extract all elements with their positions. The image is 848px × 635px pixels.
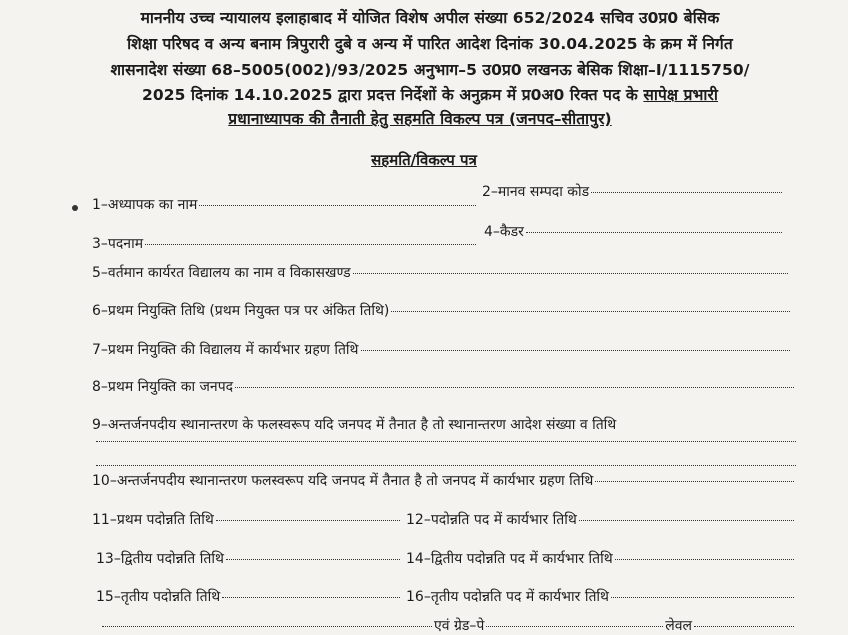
field-first-joining-date[interactable]	[92, 340, 792, 359]
field-first-appointment-district-label: 8–प्रथम नियुक्ति का जनपद	[92, 379, 234, 395]
field-first-joining-date-label: 7–प्रथम नियुक्ति की विद्यालय में कार्यभार ग्रहण तिथि	[92, 342, 359, 358]
field-second-promotion-joining[interactable]	[406, 549, 796, 568]
field-promotion-joining-date-label: 12–पदोन्नति पद में कार्यभार तिथि	[406, 512, 577, 528]
field-first-appointment-date[interactable]	[92, 301, 792, 320]
field-level-label: लेवल	[665, 618, 692, 634]
field-first-promotion-date[interactable]	[92, 510, 402, 529]
field-first-appointment-date-line[interactable]	[391, 310, 790, 312]
field-designation-label: 3–पदनाम	[92, 236, 144, 252]
field-third-promotion-joining[interactable]	[406, 587, 796, 606]
heading-line-1: माननीय उच्च न्यायालय इलाहाबाद में योजित विशेष अपील संख्या 652/2024 सचिव उ0प्र0 बेसिक	[140, 9, 720, 27]
field-transfer-order-line-2[interactable]	[96, 464, 796, 466]
field-third-promotion-joining-line[interactable]	[611, 596, 794, 598]
field-first-promotion-date-label: 11–प्रथम पदोन्नति तिथि	[92, 512, 214, 528]
field-hr-code-label: 2–मानव सम्पदा कोड	[482, 184, 590, 200]
field-first-appointment-district-line[interactable]	[235, 386, 794, 388]
field-second-promotion-joining-label: 14–द्वितीय पदोन्नति पद में कार्यभार तिथि	[406, 551, 613, 567]
form-subtitle	[0, 150, 848, 170]
field-third-promotion-date-line[interactable]	[222, 596, 400, 598]
field-transfer-joining-date[interactable]	[92, 471, 796, 490]
field-third-promotion-date-label: 15–तृतीय पदोन्नति तिथि	[96, 589, 221, 605]
field-current-school[interactable]	[92, 263, 790, 282]
heading-line-4-underlined: सापेक्ष प्रभारी	[643, 86, 718, 104]
field-current-school-line[interactable]	[353, 272, 788, 274]
field-transfer-order-line-1[interactable]	[96, 440, 796, 442]
field-teacher-name[interactable]	[92, 195, 478, 214]
field-transfer-order-label: 9–अन्तर्जनपदीय स्थानान्तरण के फलस्वरूप यदि जनपद में तैनात है तो स्थानान्तरण आदेश संख्या व तिथि	[92, 417, 617, 433]
heading-line-3: शासनादेश संख्या 68–5005(002)/93/2025 अनुभाग–5 उ0प्र0 लखनऊ बेसिक शिक्षा–I/1115750/	[110, 61, 750, 79]
field-basic-pay-line[interactable]	[102, 625, 432, 627]
field-promotion-joining-date-line[interactable]	[579, 519, 794, 521]
field-first-joining-date-line[interactable]	[361, 349, 790, 351]
field-second-promotion-date-label: 13–द्वितीय पदोन्नति तिथि	[96, 551, 224, 567]
field-current-school-label: 5–वर्तमान कार्यरत विद्यालय का नाम व विकासखण्ड	[92, 265, 351, 281]
field-teacher-name-label: 1–अध्यापक का नाम	[92, 197, 198, 213]
field-second-promotion-joining-line[interactable]	[615, 558, 794, 560]
field-transfer-order	[92, 415, 616, 434]
heading-line-5: प्रधानाध्यापक की तैनाती हेतु सहमति विकल्प पत्र (जनपद–सीतापुर)	[228, 110, 612, 128]
field-first-appointment-district[interactable]	[92, 377, 796, 396]
field-hr-code-line[interactable]	[591, 191, 782, 193]
field-teacher-name-line[interactable]	[199, 204, 476, 206]
field-cadre-line[interactable]	[526, 231, 782, 233]
heading-line-4	[60, 83, 800, 105]
field-transfer-joining-date-line[interactable]	[595, 480, 794, 482]
field-designation[interactable]	[92, 234, 478, 253]
form-subtitle-text: सहमति/विकल्प पत्र	[371, 151, 477, 169]
field-third-promotion-date[interactable]	[96, 587, 402, 606]
field-third-promotion-joining-label: 16–तृतीय पदोन्नति पद में कार्यभार तिथि	[406, 589, 609, 605]
field-grade-pay[interactable]	[100, 616, 796, 635]
field-cadre[interactable]	[484, 222, 784, 241]
field-second-promotion-date[interactable]	[96, 549, 402, 568]
field-grade-pay-line[interactable]	[486, 625, 663, 627]
field-hr-code[interactable]	[482, 182, 784, 201]
heading-line-2: शिक्षा परिषद व अन्य बनाम त्रिपुरारी दुबे व अन्य में पारित आदेश दिनांक 30.04.2025 के क्रम में निर्गत	[127, 35, 733, 53]
field-first-promotion-date-line[interactable]	[216, 519, 400, 521]
punch-mark	[72, 205, 78, 211]
field-level-line[interactable]	[694, 625, 794, 627]
field-cadre-label: 4–कैडर	[484, 224, 524, 240]
heading-line-4-text: 2025 दिनांक 14.10.2025 द्वारा प्रदत्त निर्देशों के अनुक्रम में प्र0अ0 रिक्त पद के	[141, 86, 644, 104]
field-grade-pay-label: एवं ग्रेड–पे	[434, 618, 485, 634]
field-transfer-joining-date-label: 10–अन्तर्जनपदीय स्थानान्तरण फलस्वरूप यदि जनपद में तैनात है तो जनपद में कार्यभार ग्रहण तिथि	[92, 473, 594, 489]
field-designation-line[interactable]	[145, 243, 476, 245]
field-first-appointment-date-label: 6–प्रथम नियुक्ति तिथि (प्रथम नियुक्त पत्र पर अंकित तिथि)	[92, 303, 390, 319]
field-second-promotion-date-line[interactable]	[226, 558, 400, 560]
field-promotion-joining-date[interactable]	[406, 510, 796, 529]
